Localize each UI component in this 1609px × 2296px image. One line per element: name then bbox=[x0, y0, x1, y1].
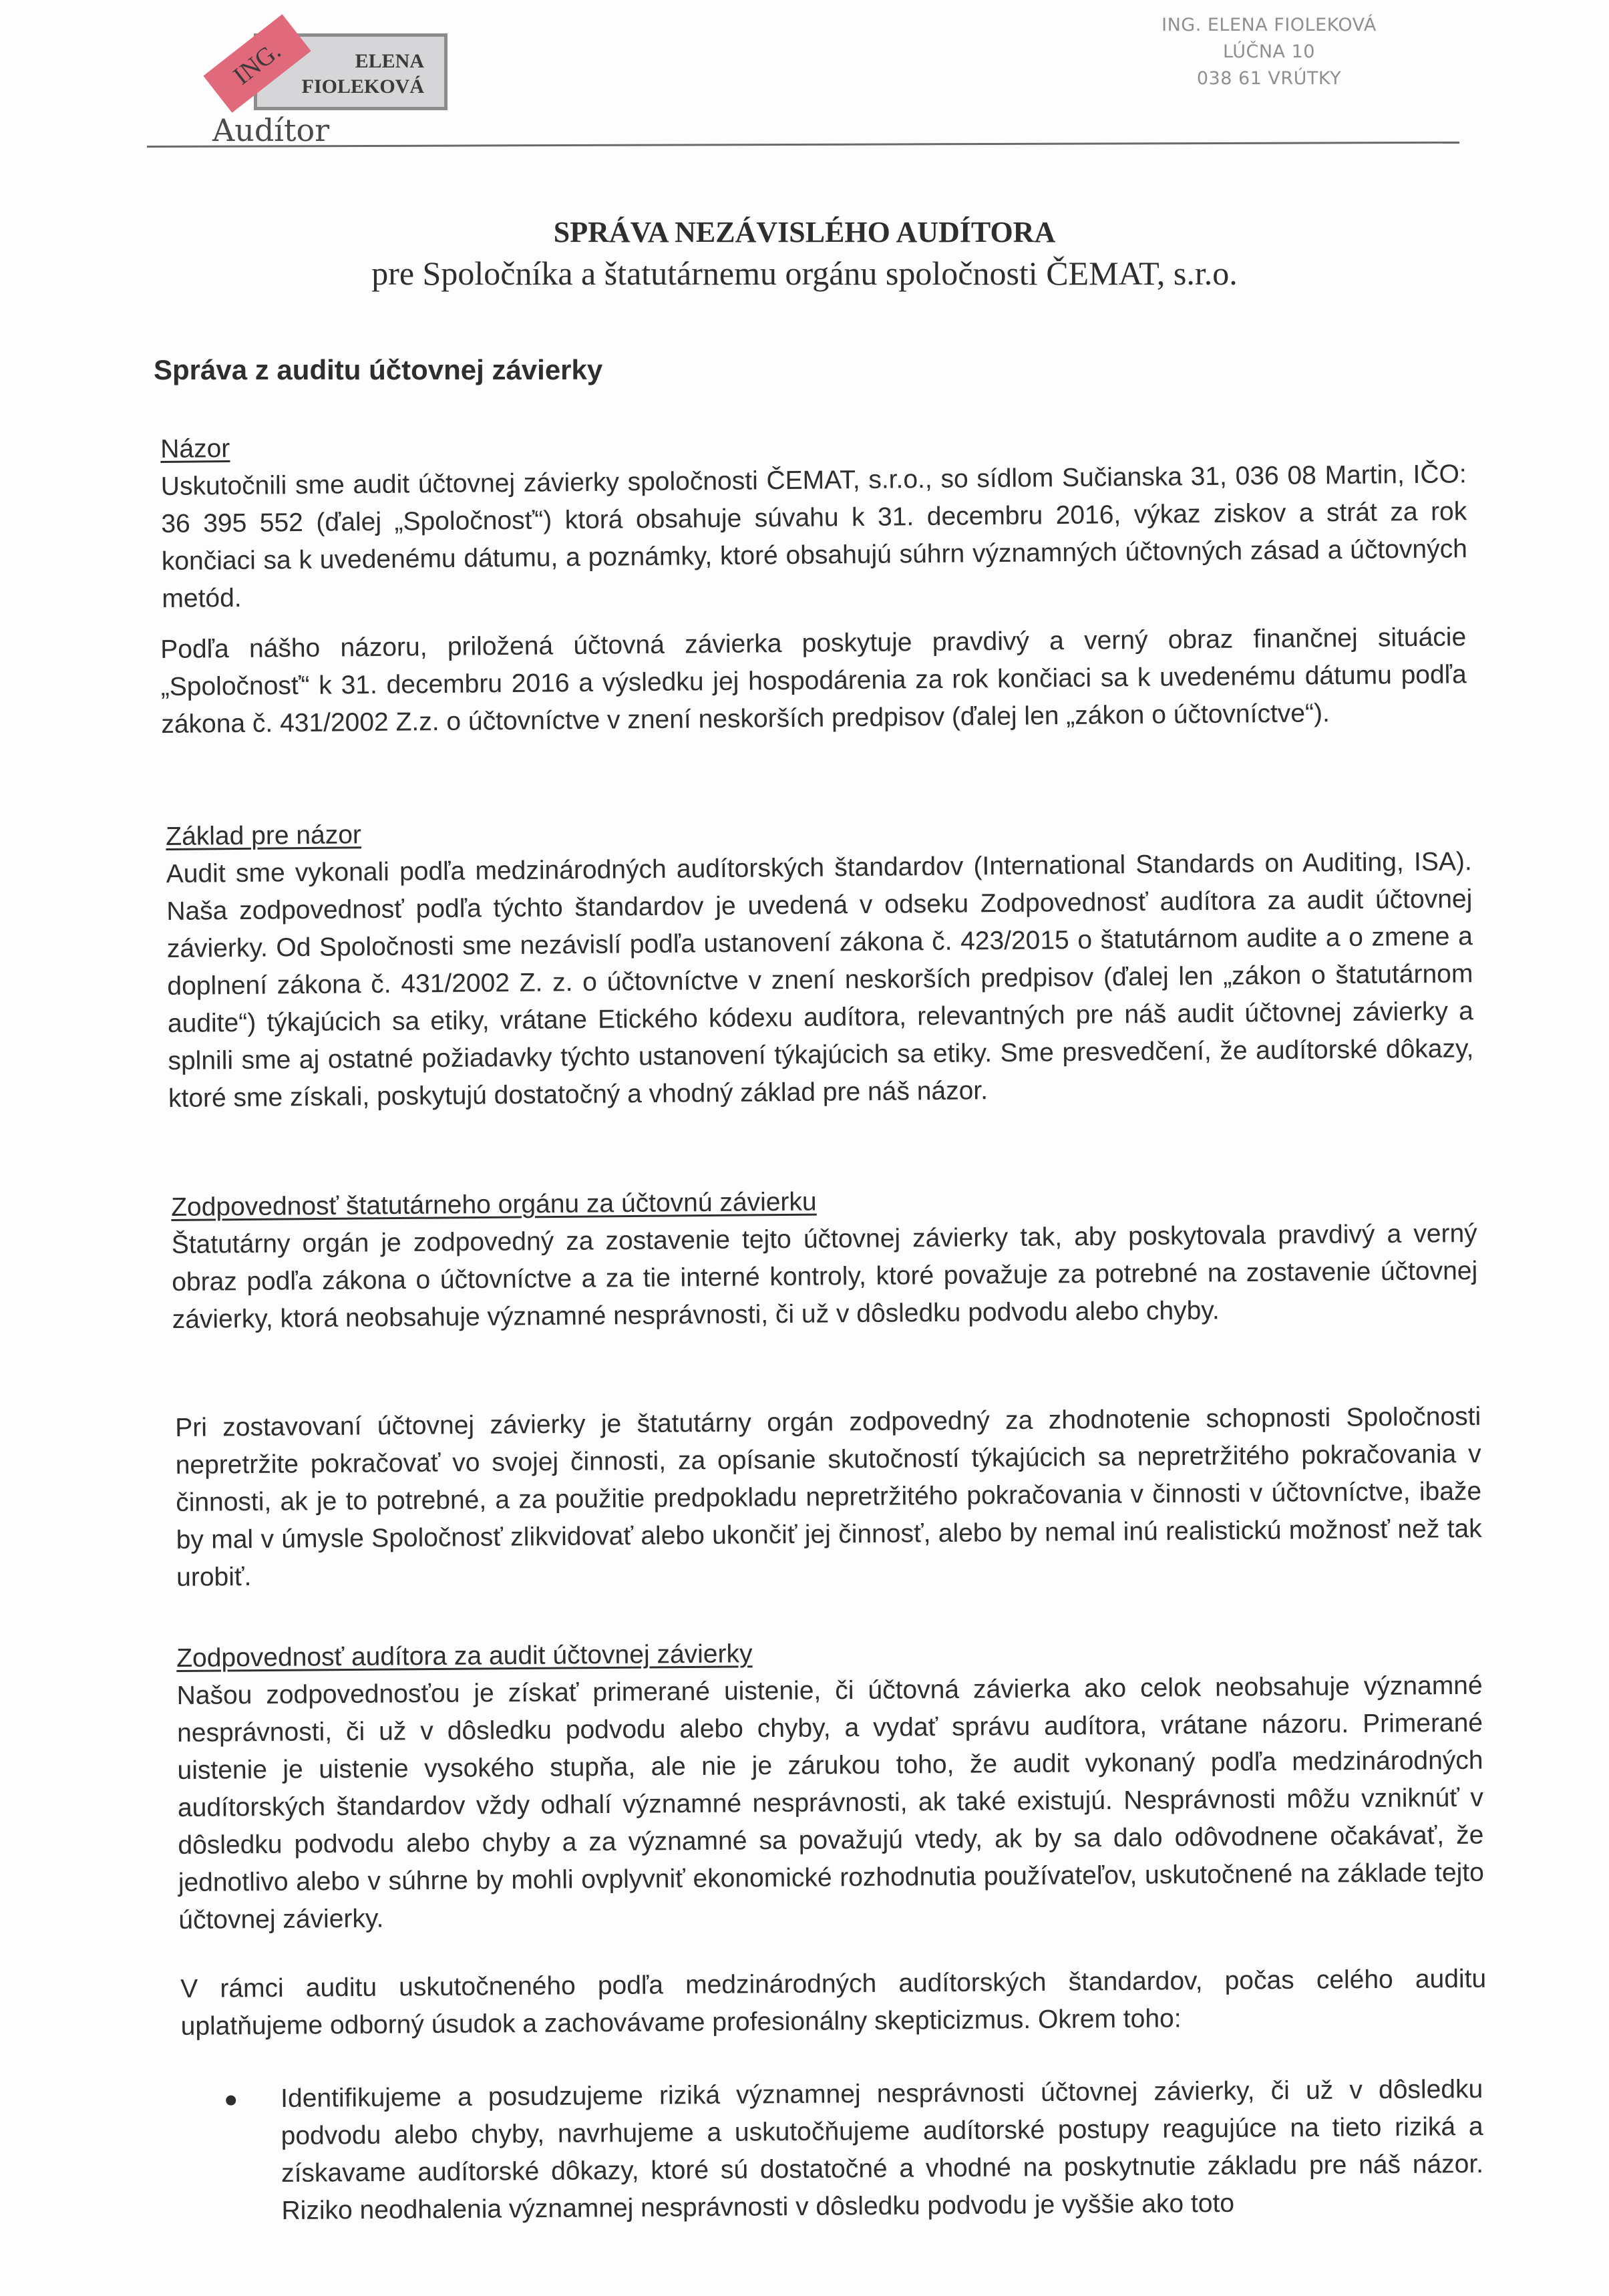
basis-paragraph: Audit sme vykonali podľa medzinárodných audítorských štandardov (International Standards on Auditing, ISA). Naša zodpovednosť podľa týchto štandardov je uvedená v odseku Zodpovednosť audítora za audit účtovnej závierky. Od Spoločnosti sme nezávislí podľa ustanovení zákona č. 423/2015 o štatutárnom audite a o zmene a doplnení zákona č. 431/2002 Z. z. o účtovníctve v znení neskorších predpisov (ďalej len „zákon o štatutárnom audite“) týkajúcich sa etiky, vrátane Etického kódexu audítora, relevantných pre náš audit účtovnej závierky a splnili sme aj ostatné požiadavky týchto ustanovení týkajúcich sa etiky. Sme presvedčení, že audítorské dôkazy, ktoré sme získali, poskytujú dostatočný a vhodný základ pre náš názor. bbox=[166, 847, 1474, 1113]
opinion-section bbox=[160, 418, 1468, 618]
address-line-name: ING. ELENA FIOLEKOVÁ bbox=[1161, 15, 1377, 35]
auditor-procedures-list bbox=[200, 2071, 1484, 2231]
list-item bbox=[200, 2071, 1484, 2231]
letterhead-title: Audítor bbox=[212, 112, 330, 148]
report-title: SPRÁVA NEZÁVISLÉHO AUDÍTORA bbox=[553, 216, 1056, 249]
address-line-city: 038 61 VRÚTKY bbox=[1196, 68, 1342, 89]
address-line-street: LÚČNA 10 bbox=[1223, 41, 1315, 62]
section-heading: Správa z auditu účtovnej závierky bbox=[154, 354, 603, 385]
opinion-heading: Názor bbox=[160, 434, 230, 464]
auditor-responsibility-paragraph-2-block bbox=[180, 1961, 1487, 2045]
bullet-icon bbox=[226, 2096, 236, 2106]
auditor-responsibility-paragraph-2: V rámci auditu uskutočneného podľa medzinárodných audítorských štandardov, počas celého auditu uplatňujeme odborný úsudok a zachovávame profesionálny skepticizmus. Okrem toho: bbox=[180, 1964, 1487, 2041]
list-item-text: Identifikujeme a posudzujeme riziká významnej nesprávnosti účtovnej závierky, či už v dôsledku podvodu alebo chyby, navrhujeme a uskutočňujeme audítorské postupy reagujúce na tieto riziká a získavame audítorské dôkazy, ktoré sú dostatočné a vhodné na poskytnutie základu pre náš názor. Riziko neodhalenia významnej nesprávnosti v dôsledku podvodu je vyššie ako toto bbox=[281, 2074, 1484, 2226]
auditor-responsibility-paragraph-1: Našou zodpovednosťou je získať primerané uistenie, či účtovná závierka ako celok neobsahuje významné nesprávnosti, či už v dôsledku podvodu alebo chyby, a vydať správu audítora, vrátane názoru. Primerané uistenie je uistenie vysokého stupňa, ale nie je zárukou toho, že audit vykonaný podľa medzinárodných audítorských štandardov vždy odhalí významné nesprávnosti, ak také existujú. Nesprávnosti môžu vzniknúť v dôsledku podvodu alebo chyby a za významné sa považujú vtedy, ak by sa dalo odôvodnene očakávať, že jednotlivo alebo v súhrne by mohli ovplyvniť ekonomické rozhodnutia používateľov, uskutočnené na základe tejto účtovnej závierky. bbox=[176, 1671, 1484, 1935]
management-responsibility-paragraph-2-block bbox=[175, 1398, 1482, 1597]
opinion-paragraph-2-block bbox=[160, 619, 1467, 744]
management-responsibility-paragraph-2: Pri zostavovaní účtovnej závierky je štatutárny orgán zodpovedný za zhodnotenie schopnosti Spoločnosti nepretržite pokračovať vo svojej činnosti, za opísanie skutočností týkajúcich sa nepretržitého pokračovania v činnosti, ak je to potrebné, a za použitie predpokladu nepretržitého pokračovania v činnosti v účtovníctve, ibaže by mal v úmysle Spoločnosť zlikvidovať alebo ukončiť jej činnosť, alebo by nemal inú realistickú možnosť než tak urobiť. bbox=[175, 1402, 1482, 1592]
management-responsibility-heading: Zodpovednosť štatutárneho orgánu za účtovnú závierku bbox=[171, 1187, 817, 1222]
logo-name bbox=[302, 49, 424, 100]
basis-section bbox=[166, 806, 1474, 1118]
opinion-paragraph-1: Uskutočnili sme audit účtovnej závierky spoločnosti ČEMAT, s.r.o., so sídlom Sučianska 31, 036 08 Martin, IČO: 36 395 552 (ďalej „Spoločnosť“) ktorá obsahuje súvahu k 31. decembru 2016, výkaz ziskov a strát za rok končiaci sa k uvedenému dátumu, a poznámky, ktoré obsahujú súhrn významných účtovných zásad a účtovných metód. bbox=[160, 460, 1467, 613]
auditor-logo bbox=[194, 20, 448, 120]
opinion-paragraph-2: Podľa nášho názoru, priložená účtovná závierka poskytuje pravdivý a verný obraz finančnej situácie „Spoločnosť“ k 31. decembru 2016 a výsledku jej hospodárenia za rok končiaci sa k uvedenému dátumu podľa zákona č. 431/2002 Z.z. o účtovníctve v znení neskorších predpisov (ďalej len „zákon o účtovníctve“). bbox=[160, 623, 1467, 739]
logo-prefix: ING. bbox=[228, 36, 287, 91]
basis-heading: Základ pre názor bbox=[166, 820, 362, 851]
auditor-procedures-list-block bbox=[200, 2071, 1484, 2231]
header-divider bbox=[147, 142, 1459, 148]
auditor-address bbox=[1135, 12, 1403, 92]
report-subtitle: pre Spoločníka a štatutárnemu orgánu spoločnosti ČEMAT, s.r.o. bbox=[371, 255, 1238, 292]
logo-name-line1: ELENA bbox=[355, 50, 424, 72]
logo-name-line2: FIOLEKOVÁ bbox=[301, 75, 424, 98]
management-responsibility-section bbox=[171, 1178, 1478, 1339]
management-responsibility-paragraph-1: Štatutárny orgán je zodpovedný za zostavenie tejto účtovnej závierky tak, aby poskytovala pravdivý a verný obraz podľa zákona o účtovníctve a za tie interné kontroly, ktoré považuje za potrebné na zostavenie účtovnej závierky, ktorá neobsahuje významné nesprávnosti, či už v dôsledku podvodu alebo chyby. bbox=[171, 1218, 1478, 1334]
auditor-responsibility-section bbox=[176, 1630, 1484, 1939]
auditor-responsibility-heading: Zodpovednosť audítora za audit účtovnej závierky bbox=[176, 1639, 753, 1673]
